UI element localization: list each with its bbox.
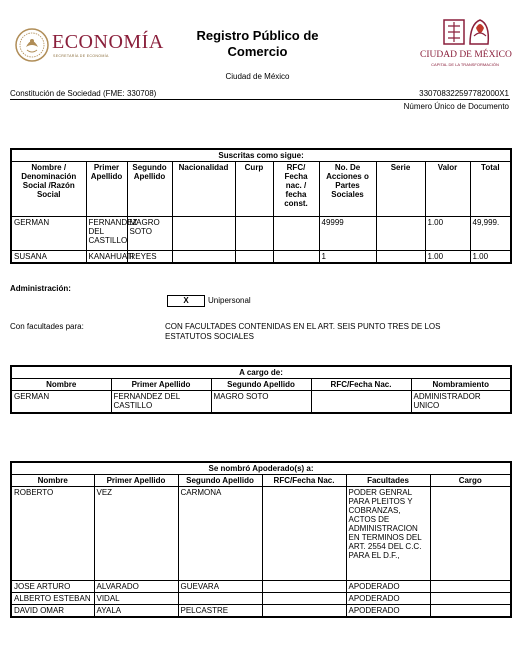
table-cell (262, 605, 346, 618)
column-header: RFC/ Fecha nac. / fecha const. (273, 162, 319, 217)
apoderados-title: Se nombró Apoderado(s) a: (11, 462, 511, 475)
table-cell: ADMINISTRADOR UNICO (411, 391, 511, 413)
table-cell: ALVARADO (94, 581, 178, 593)
table-cell (430, 581, 511, 593)
column-header: Segundo Apellido (178, 475, 262, 487)
table-cell (430, 487, 511, 581)
suscritas-title: Suscritas como sigue: (11, 149, 511, 162)
cdmx-logo-subtitle: CAPITAL DE LA TRANSFORMACIÓN (431, 62, 499, 67)
column-header: Curp (235, 162, 273, 217)
table-cell: ROBERTO (11, 487, 94, 581)
a-cargo-table (10, 365, 512, 414)
column-header: Nombre (11, 379, 111, 391)
suscritas-header-row (11, 162, 511, 217)
table-cell (172, 251, 235, 264)
administracion-label: Administración: (10, 284, 71, 293)
folio-label: Número Único de Documento (403, 102, 509, 111)
table-cell: JOSE ARTURO (11, 581, 94, 593)
column-header: No. De Acciones o Partes Sociales (319, 162, 376, 217)
table-cell: APODERADO (346, 605, 430, 618)
column-header: Facultades (346, 475, 430, 487)
document-city: Ciudad de México (225, 72, 290, 81)
column-header: Cargo (430, 475, 511, 487)
table-cell: 1.00 (425, 251, 470, 264)
a-cargo-header-row (11, 379, 511, 391)
table-cell (262, 487, 346, 581)
cdmx-logo (420, 16, 510, 71)
economia-logo-subtitle: SECRETARÍA DE ECONOMÍA (53, 54, 109, 58)
table-cell: GERMAN (11, 391, 111, 413)
document-title: Registro Público de Comercio (196, 28, 319, 59)
table-cell (235, 217, 273, 251)
column-header: RFC/Fecha Nac. (311, 379, 411, 391)
table-cell: 1.00 (470, 251, 511, 264)
column-header: Nacionalidad (172, 162, 235, 217)
table-row (11, 217, 511, 251)
facultades-label: Con facultades para: (10, 322, 84, 331)
table-cell (262, 581, 346, 593)
a-cargo-title: A cargo de: (11, 366, 511, 379)
column-header: Valor (425, 162, 470, 217)
table-cell: ALBERTO ESTEBAN (11, 593, 94, 605)
column-header: Total (470, 162, 511, 217)
table-cell (273, 217, 319, 251)
table-row (11, 487, 511, 581)
table-cell: 49999 (319, 217, 376, 251)
table-cell (430, 605, 511, 618)
table-row (11, 251, 511, 264)
table-cell: CARMONA (178, 487, 262, 581)
table-row (11, 581, 511, 593)
economia-logo-text: ECONOMÍA (52, 31, 164, 53)
column-header: Segundo Apellido (127, 162, 172, 217)
table-cell: VEZ (94, 487, 178, 581)
table-cell: GUEVARA (178, 581, 262, 593)
column-header: Primer Apellido (111, 379, 211, 391)
table-cell: PELCASTRE (178, 605, 262, 618)
header-divider (10, 99, 510, 100)
table-row (11, 593, 511, 605)
table-cell: APODERADO (346, 581, 430, 593)
table-row (11, 391, 511, 413)
table-cell: APODERADO (346, 593, 430, 605)
table-cell: PODER GENRAL PARA PLEITOS Y COBRANZAS, ACTOS DE ADMINISTRACION EN TERMINOS DEL ART. 2554 DEL C.C. PARA EL D.F., (346, 487, 430, 581)
table-cell: GERMAN (11, 217, 86, 251)
table-cell (376, 217, 425, 251)
table-cell (172, 217, 235, 251)
column-header: Nombre (11, 475, 94, 487)
column-header: RFC/Fecha Nac. (262, 475, 346, 487)
constitucion-text: Constitución de Sociedad (FME: 330708) (10, 89, 157, 98)
column-header: Primer Apellido (94, 475, 178, 487)
table-cell (311, 391, 411, 413)
table-cell: REYES (127, 251, 172, 264)
administracion-type: Unipersonal (208, 296, 251, 305)
table-row (11, 605, 511, 618)
table-cell: MAGRO SOTO (127, 217, 172, 251)
table-cell (262, 593, 346, 605)
table-cell: 1.00 (425, 217, 470, 251)
column-header: Nombre / Denominación Social /Razón Social (11, 162, 86, 217)
table-cell: AYALA (94, 605, 178, 618)
table-cell: DAVID OMAR (11, 605, 94, 618)
cdmx-emblem-icon (440, 16, 495, 48)
economia-logo (14, 27, 174, 63)
table-cell: 49,999. (470, 217, 511, 251)
apoderados-table (10, 461, 512, 618)
column-header: Serie (376, 162, 425, 217)
folio-number: 330708322597782000X1 (419, 89, 509, 98)
table-cell: VIDAL (94, 593, 178, 605)
apoderados-header-row (11, 475, 511, 487)
table-cell (430, 593, 511, 605)
table-cell: MAGRO SOTO (211, 391, 311, 413)
table-cell: KANAHUATI (86, 251, 127, 264)
table-cell (178, 593, 262, 605)
table-cell (273, 251, 319, 264)
table-cell: 1 (319, 251, 376, 264)
column-header: Nombramiento (411, 379, 511, 391)
table-cell: FERNANDEZ DEL CASTILLO (86, 217, 127, 251)
suscritas-table (10, 148, 512, 264)
table-cell (376, 251, 425, 264)
mexico-seal-icon (14, 27, 50, 63)
table-cell: FERNANDEZ DEL CASTILLO (111, 391, 211, 413)
table-cell: SUSANA (11, 251, 86, 264)
cdmx-logo-text: CIUDAD DE MÉXICO (420, 50, 512, 60)
column-header: Primer Apellido (86, 162, 127, 217)
unipersonal-checkbox: X (167, 295, 205, 307)
table-cell (235, 251, 273, 264)
facultades-text: CON FACULTADES CONTENIDAS EN EL ART. SEIS PUNTO TRES DE LOS ESTATUTOS SOCIALES (165, 322, 441, 341)
column-header: Segundo Apellido (211, 379, 311, 391)
